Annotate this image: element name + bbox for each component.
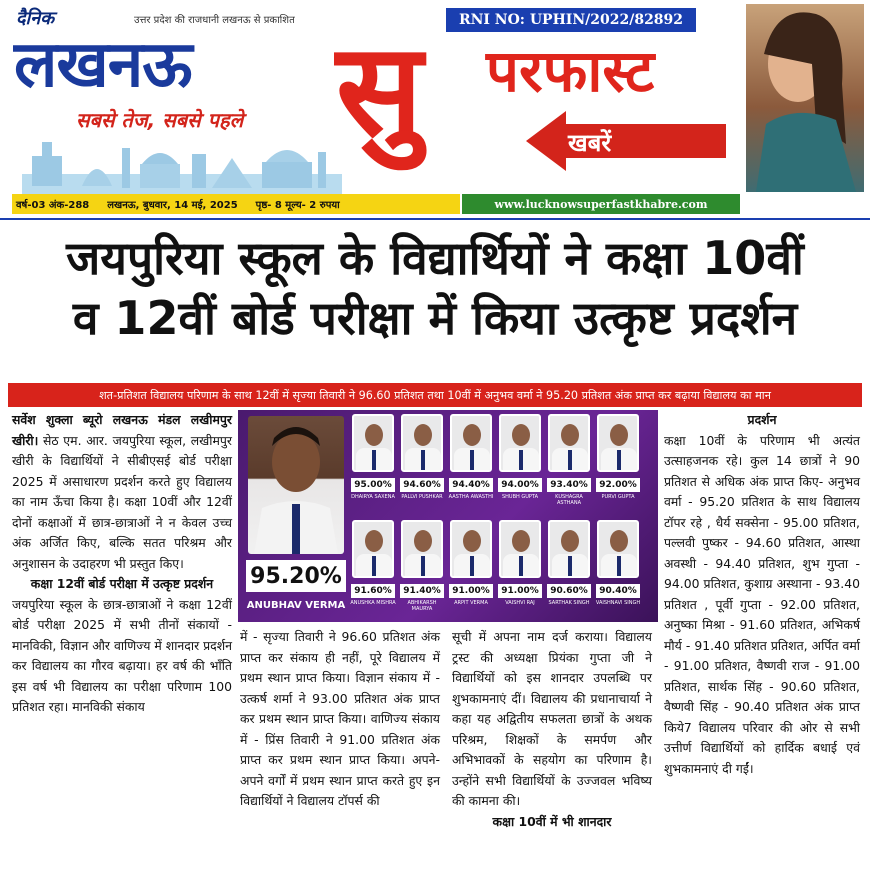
topper-percentage: 95.20%: [246, 560, 346, 592]
masthead: [0, 0, 870, 222]
student-percentage: 91.40%: [400, 584, 444, 598]
student-photo: [352, 520, 394, 578]
student-tie-icon: [421, 450, 425, 472]
student-name: AASTHA AWASTHI: [448, 494, 494, 500]
student-tie-icon: [519, 450, 523, 472]
student-tie-icon: [470, 450, 474, 472]
student-face-icon: [414, 424, 432, 446]
student-tie-icon: [519, 556, 523, 578]
rni-number: RNI NO: UPHIN/2022/82892: [446, 8, 696, 32]
website-link[interactable]: www.lucknowsuperfastkhabre.com: [462, 194, 740, 214]
student-face-icon: [414, 530, 432, 552]
student-face-icon: [512, 530, 530, 552]
lucknow-skyline-icon: [22, 134, 342, 196]
headline-line-1: जयपुरिया स्कूल के विद्यार्थियों ने कक्षा 10वीं: [66, 231, 804, 285]
student-photo: [450, 414, 492, 472]
dateline: लखनऊ, बुधवार, 14 मई, 2025: [107, 200, 238, 211]
student-tie-icon: [421, 556, 425, 578]
masthead-title-superfast: परफास्ट: [486, 37, 655, 105]
toppers-photo-collage: [238, 410, 658, 622]
column-2-paragraph-1: में - सृज्या तिवारी ने 96.60 प्रतिशत अंक प्राप्त कर संकाय ही नहीं, पूरे विद्यालय में प्रथम स्थान प्राप्त किया। विज्ञान संकाय में - उत्कर्ष शर्मा ने 93.00 प्रतिशत अंक प्राप्त कर प्रथम स्थान प्राप्त किया। वाणिज्य संकाय में - प्रिंस तिवारी ने 91.00 प्रतिशत अंक प्राप्त कर प्रथम स्थान प्राप्त किया। अपने-अपने वर्गों में प्रथम स्थान प्राप्त करते हुए इन विद्यार्थियों ने विद्यालय टॉपर्स की: [240, 629, 440, 808]
article-subhead: शत-प्रतिशत विद्यालय परिणाम के साथ 12वीं में सृज्या तिवारी ने 96.60 प्रतिशत तथा 10वीं में अनुभव वर्मा ने 95.20 प्रतिशत अंक प्राप्त कर बढ़ाया विद्यालय का मान: [8, 383, 862, 407]
student-photo: [597, 414, 639, 472]
student-face-icon: [561, 530, 579, 552]
student-name: ANUSHKA MISHRA: [350, 600, 396, 606]
byline: सर्वेश शुक्ला ब्यूरो लखनऊ मंडल लखीमपुर खीरी।: [12, 412, 232, 448]
issue-info-bar: [12, 194, 460, 214]
student-percentage: 94.00%: [498, 478, 542, 492]
student-percentage: 92.00%: [596, 478, 640, 492]
student-tie-icon: [470, 556, 474, 578]
issue-number: वर्ष-03 अंक-288: [16, 200, 90, 211]
student-percentage: 93.40%: [547, 478, 591, 492]
headline-line-2: व 12वीं बोर्ड परीक्षा में किया उत्कृष्ट प्रदर्शन: [72, 291, 798, 345]
student-percentage: 94.60%: [400, 478, 444, 492]
student-face-icon: [463, 530, 481, 552]
student-name: PURVI GUPTA: [601, 494, 635, 500]
student-percentage: 91.00%: [498, 584, 542, 598]
student-face-icon: [365, 424, 383, 446]
student-tie-icon: [568, 556, 572, 578]
model-photo-icon: [746, 4, 864, 192]
student-tie-icon: [617, 556, 621, 578]
student-photo: [352, 414, 394, 472]
student-photo: [548, 520, 590, 578]
student-photo: [499, 520, 541, 578]
student-tie-icon: [568, 450, 572, 472]
article-column-4: [664, 410, 860, 779]
student-name: KUSHAGRA ASTHANA: [555, 494, 583, 506]
masthead-title-su: सु: [336, 16, 423, 165]
student-name: PALLVI PUSHKAR: [401, 494, 443, 500]
student-face-icon: [512, 424, 530, 446]
student-percentage: 94.40%: [449, 478, 493, 492]
student-name: ABHIKARSH MAURYA: [407, 600, 437, 612]
student-name: VAISHVI RAJ: [505, 600, 535, 606]
masthead-title-khabren: खबरें: [568, 129, 612, 157]
masthead-left: [14, 6, 334, 192]
topper-portrait-icon: [248, 416, 344, 554]
student-percentage: 91.60%: [351, 584, 395, 598]
student-face-icon: [365, 530, 383, 552]
column-1-subheading: कक्षा 12वीं बोर्ड परीक्षा में उत्कृष्ट प्रदर्शन: [30, 576, 214, 591]
student-name: DHAIRYA SAXENA: [351, 494, 395, 500]
student-tie-icon: [617, 450, 621, 472]
masthead-dainik: दैनिक: [16, 8, 55, 29]
masthead-model-photo: [746, 4, 864, 192]
column-4-paragraph-1: कक्षा 10वीं के परिणाम भी अत्यंत उत्साहजनक रहे। कुल 14 छात्रों ने 90 प्रतिशत से अधिक अंक प्राप्त किए- अनुभव वर्मा - 95.20 प्रतिशत के साथ विद्यालय टॉपर रहे , धैर्य सक्सेना - 95.00 प्रतिशत, पल्लवी पुष्कर - 94.60 प्रतिशत, आस्था अवस्थी - 94.40 प्रतिशत, शुभ गुप्ता - 94.00 प्रतिशत, कुशाग्र अस्थाना - 93.40 प्रतिशत , पूर्वी गुप्ता - 92.00 प्रतिशत, अनुष्का मिश्रा - 91.60 प्रतिशत, अभिकर्ष मौर्य - 91.40 प्रतिशत प्रतिशत, अर्पित वर्मा - 91.00 प्रतिशत, वैष्णवी राज - 91.00 प्रतिशत, सार्थक सिंह - 90.60 प्रतिशत, वैष्णवी सिंह - 90.40 प्रतिशत अंक प्राप्त किये7 विद्यालय परिवार की ओर से सभी उत्तीर्ण विद्यार्थियों को हार्दिक बधाई एवं शुभकामनाएं दी गईं।: [664, 432, 860, 776]
masthead-tagline: उत्तर प्रदेश की राजधानी लखनऊ से प्रकाशित: [134, 15, 295, 26]
masthead-superfast: [336, 6, 736, 192]
student-photo: [401, 520, 443, 578]
column-3-subheading: कक्षा 10वीं में भी शानदार: [492, 813, 612, 829]
student-face-icon: [463, 424, 481, 446]
masthead-slogan: सबसे तेज, सबसे पहले: [76, 108, 244, 132]
student-photo: [548, 414, 590, 472]
column-4-heading: प्रदर्शन: [747, 412, 777, 427]
student-photo: [450, 520, 492, 578]
student-percentage: 95.00%: [351, 478, 395, 492]
article-column-1: [12, 410, 232, 718]
topper-name: ANUBHAV VERMA: [246, 600, 346, 611]
student-percentage: 90.40%: [596, 584, 640, 598]
student-name: VAISHNAVI SINGH: [595, 600, 641, 606]
student-face-icon: [610, 530, 628, 552]
student-percentage: 90.60%: [547, 584, 591, 598]
column-3-paragraph-1: सूची में अपना नाम दर्ज कराया। विद्यालय ट्रस्ट की अध्यक्षा प्रियंका गुप्ता जी ने विद्यार्थियों को इस शानदार उपलब्धि पर शुभकामनाएं दीं। विद्यालय की प्रधानाचार्या ने कहा यह अद्वितीय सफलता छात्रों के अथक परिश्रम, शिक्षकों के समर्पण और अभिभावकों के सहयोग का परिणाम है। उन्होंने सभी विद्यार्थियों के उज्जवल भविष्य की कामना की।: [452, 629, 652, 808]
column-1-paragraph-2: जयपुरिया स्कूल के छात्र-छात्राओं ने कक्षा 12वीं बोर्ड परीक्षा 2025 में सभी तीनों संकायों - मानविकी, विज्ञान और वाणिज्य में शानदार प्रदर्शन कर विद्यालय का गौरव बढ़ाया। हर वर्ष की भाँति इस वर्ष भी विद्यालय का परीक्षा परिणाम 100 प्रतिशत रहा। मानविकी संकाय: [12, 596, 233, 714]
student-tie-icon: [372, 556, 376, 578]
student-percentage: 91.00%: [449, 584, 493, 598]
arrow-banner-icon: [526, 106, 726, 176]
student-name: ARPIT VERMA: [454, 600, 488, 606]
student-face-icon: [610, 424, 628, 446]
student-face-icon: [561, 424, 579, 446]
student-photo: [401, 414, 443, 472]
student-name: SARTHAK SINGH: [548, 600, 590, 606]
article-headline: [10, 228, 860, 348]
masthead-title-lucknow: लखनऊ: [14, 28, 192, 102]
article-column-3: [452, 627, 652, 832]
student-photo: [597, 520, 639, 578]
masthead-divider: [0, 218, 870, 220]
pages-price: पृष्ठ- 8 मूल्य- 2 रुपया: [255, 200, 340, 211]
topper-photo: [248, 416, 344, 554]
column-1-paragraph-1: सेठ एम. आर. जयपुरिया स्कूल, लखीमपुर खीरी के विद्यार्थियों ने सीबीएसई बोर्ड परीक्षा 2025 में असाधारण प्रदर्शन करते हुए विद्यालय का नाम ऊँचा किया है। कक्षा 10वीं और 12वीं दोनों कक्षाओं में छात्र-छात्राओं ने न केवल उच्च अंक अर्जित किए, बल्कि सतत परिश्रम और अनुशासन के उदाहरण भी प्रस्तुत किए।: [12, 432, 232, 571]
student-photo: [499, 414, 541, 472]
student-tie-icon: [372, 450, 376, 472]
article-column-2: [240, 627, 440, 812]
student-name: SHUBH GUPTA: [501, 494, 538, 500]
